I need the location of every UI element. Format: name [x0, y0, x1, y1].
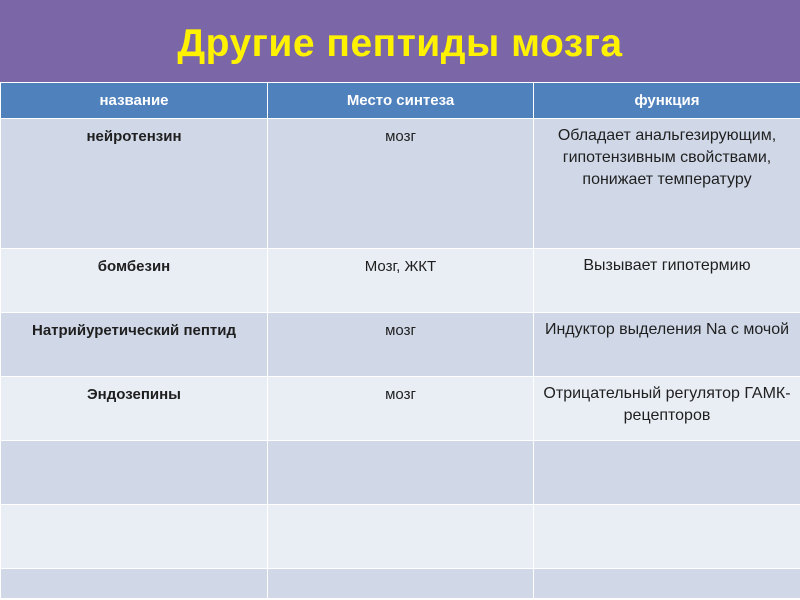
table-row: [1, 569, 800, 599]
function-cell: [534, 505, 800, 569]
function-cell: Обладает анальгезирующим, гипотензивным свойствами, понижает температуру: [534, 119, 800, 249]
peptide-name-cell: бомбезин: [1, 249, 268, 313]
table-body: [1, 119, 800, 599]
synthesis-site-cell: [268, 441, 534, 505]
peptide-name-cell: [1, 569, 268, 599]
synthesis-site-cell: мозг: [268, 377, 534, 441]
peptide-name-cell: нейротензин: [1, 119, 268, 249]
synthesis-site-cell: Мозг, ЖКТ: [268, 249, 534, 313]
function-cell: [534, 569, 800, 599]
function-cell: Индуктор выделения Na с мочой: [534, 313, 800, 377]
slide-title: Другие пептиды мозга: [177, 21, 623, 65]
table-row: [1, 119, 800, 249]
peptide-name-cell: Натрийуретический пептид: [1, 313, 268, 377]
synthesis-site-cell: мозг: [268, 313, 534, 377]
peptide-name-cell: [1, 505, 268, 569]
peptide-name-cell: [1, 441, 268, 505]
synthesis-site-cell: [268, 505, 534, 569]
table-row: [1, 505, 800, 569]
header-synthesis-site: Место синтеза: [268, 83, 534, 119]
header-function: функция: [534, 83, 800, 119]
table-header: [1, 83, 800, 119]
function-cell: Отрицательный регулятор ГАМК-рецепторов: [534, 377, 800, 441]
title-bar: [0, 0, 800, 82]
header-name: название: [1, 83, 268, 119]
function-cell: [534, 441, 800, 505]
peptides-table: [0, 82, 800, 599]
synthesis-site-cell: мозг: [268, 119, 534, 249]
header-row: [1, 83, 800, 119]
table-container: [0, 82, 800, 600]
function-cell: Вызывает гипотермию: [534, 249, 800, 313]
synthesis-site-cell: [268, 569, 534, 599]
table-row: [1, 313, 800, 377]
table-row: [1, 377, 800, 441]
table-row: [1, 441, 800, 505]
peptide-name-cell: Эндозепины: [1, 377, 268, 441]
table-row: [1, 249, 800, 313]
